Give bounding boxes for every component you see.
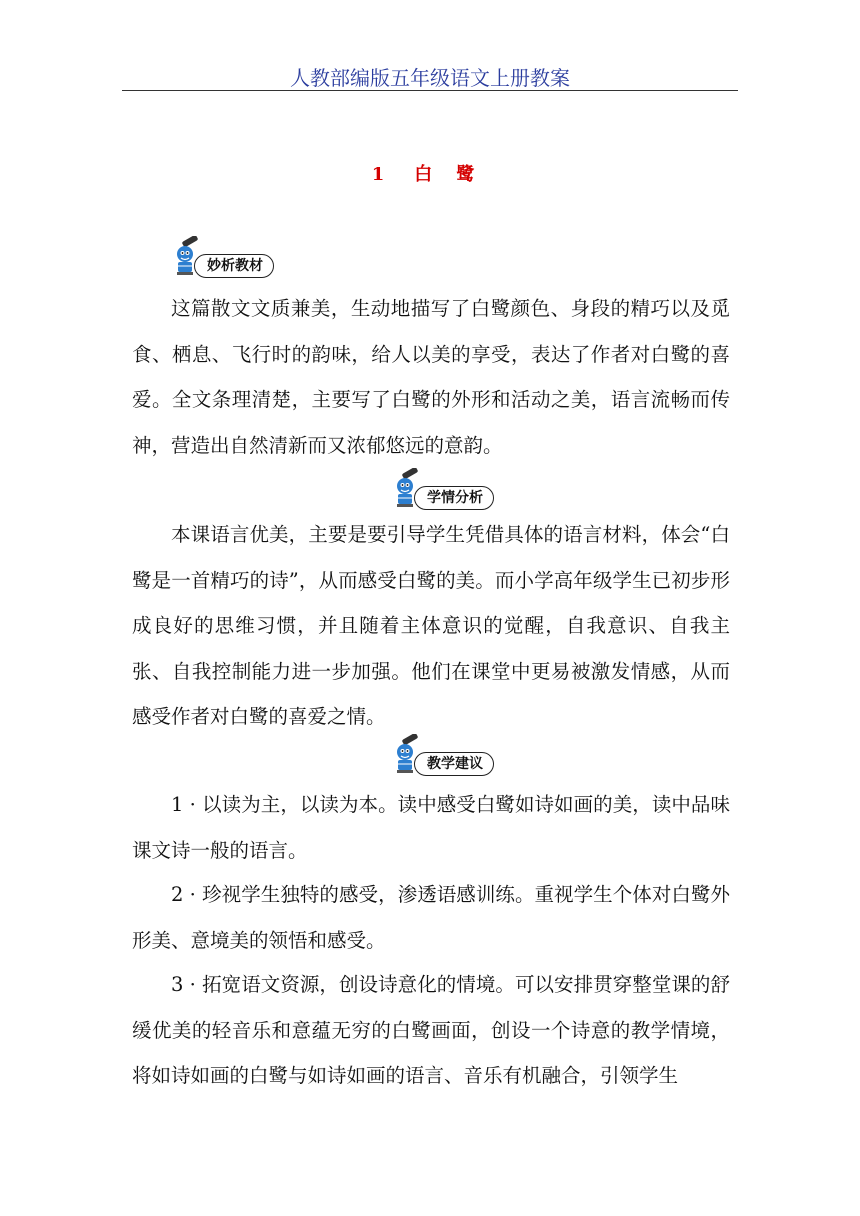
lesson-title-char-2: 鹭 xyxy=(456,164,479,185)
paragraph: 本课语言优美，主要是要引导学生凭借具体的语言材料，体会“白鹭是一首精巧的诗”，从而感受白鹭的美。而小学高年级学生已初步形成良好的思维习惯，并且随着主体意识的觉醒，自我意识、自我主张、自我控制能力进一步加强。他们在课堂中更易被激发情感，从而感受作者对白鹭的喜爱之情。 xyxy=(132,523,730,728)
lesson-title xyxy=(0,160,860,186)
paragraph: 2 · 珍视学生独特的感受，渗透语感训练。重视学生个体对白鹭外形美、意境美的领悟和感受。 xyxy=(132,883,730,952)
paragraph: 3 · 拓宽语文资源，创设诗意化的情境。可以安排贯穿整堂课的舒缓优美的轻音乐和意蕴无穷的白鹭画面，创设一个诗意的教学情境，将如诗如画的白鹭与如诗如画的语言、音乐有机融合，引领学生 xyxy=(132,973,730,1087)
header-divider xyxy=(122,90,738,91)
section-badge-label: 学情分析 xyxy=(414,486,494,510)
document-header-title: 人教部编版五年级语文上册教案 xyxy=(290,66,570,90)
section-badge-label: 妙析教材 xyxy=(194,254,274,278)
lesson-title-char-1: 白 xyxy=(414,164,437,185)
section-badge-label: 教学建议 xyxy=(414,752,494,776)
paragraph: 这篇散文文质兼美，生动地描写了白鹭颜色、身段的精巧以及觅食、栖息、飞行时的韵味，给人以美的享受，表达了作者对白鹭的喜爱。全文条理清楚，主要写了白鹭的外形和活动之美，语言流畅而传神，营造出自然清新而又浓郁悠远的意韵。 xyxy=(132,297,730,457)
lesson-number: 1 xyxy=(371,164,389,185)
paragraph: 1 · 以读为主，以读为本。读中感受白鹭如诗如画的美，读中品味课文诗一般的语言。 xyxy=(132,793,730,862)
